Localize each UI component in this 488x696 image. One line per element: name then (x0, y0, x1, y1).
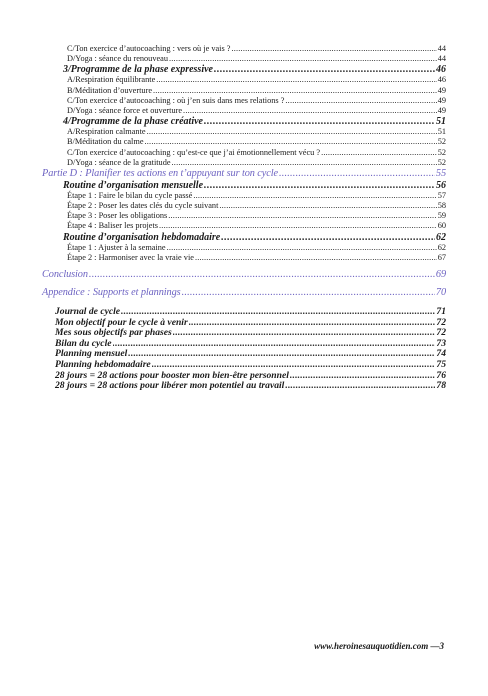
toc-section-heading-title: Routine d’organisation mensuelle (63, 179, 204, 191)
toc-subentry-title: C/Ton exercice d’autocoaching : qu’est-ce que j’ai émotionnellement vécu ? (67, 147, 321, 157)
toc-step-entry-title: Étape 2 : Poser les dates clés du cycle suivant (67, 201, 219, 211)
toc-section-heading-page-number: 51 (436, 116, 446, 128)
toc-part-heading-page-number: 55 (435, 167, 446, 179)
toc-subentry-page-number: 52 (437, 147, 446, 157)
toc-step-entry-title: Étape 4 : Baliser les projets (67, 221, 159, 231)
toc-subentry-page-number: 49 (437, 85, 446, 95)
toc-step-entry[interactable] (42, 221, 446, 231)
toc-section-heading-title: 4/Programme de la phase créative (63, 116, 203, 128)
page-footer: www.heroinesauquotidien.com —3 (314, 641, 444, 651)
toc-section-heading[interactable] (42, 180, 446, 191)
dot-leader (204, 180, 435, 191)
toc-subentry[interactable] (42, 96, 446, 106)
toc-appendix-entry-title: Planning mensuel (55, 348, 128, 360)
toc-step-entry-page-number: 57 (437, 190, 446, 200)
toc-appendix-heading-title: Appendice : Supports et plannings (42, 287, 181, 298)
dot-leader (290, 371, 436, 382)
dot-leader (219, 201, 436, 211)
dot-leader (167, 243, 437, 253)
toc-step-entry[interactable] (42, 211, 446, 221)
toc-subentry[interactable] (42, 75, 446, 85)
toc-subentry-title: D/Yoga : séance du renouveau (67, 54, 168, 64)
toc-subentry[interactable] (42, 158, 446, 168)
toc-subentry-title: C/Ton exercice d’autocoaching : vers où je vais ? (67, 44, 231, 53)
dot-leader (89, 269, 435, 281)
dot-leader (113, 339, 436, 350)
dot-leader (172, 158, 437, 168)
toc-appendix-entry-title: Journal de cycle (55, 306, 121, 317)
toc-appendix-entry-title: 28 jours = 28 actions pour libérer mon potentiel au travail (55, 380, 285, 392)
toc-appendix-entry-page-number: 76 (436, 369, 446, 381)
toc-section-routines (42, 180, 446, 263)
toc-appendix-entry-page-number: 72 (436, 316, 446, 328)
toc-subentry-page-number: 49 (437, 105, 446, 115)
toc-part-heading-title: Partie D : Planifier tes actions en t’appuyant sur ton cycle (42, 167, 278, 179)
toc-subentry-page-number: 52 (437, 157, 446, 167)
toc-section-heading[interactable] (42, 64, 446, 75)
toc-subentry-title: B/Méditation du calme (67, 137, 144, 147)
toc-section-heading-title: 3/Programme de la phase expressive (63, 64, 213, 76)
toc-step-entry-title: Étape 3 : Poser les obligations (67, 211, 168, 221)
toc-conclusion-heading[interactable] (42, 269, 446, 281)
toc-appendix (42, 287, 446, 299)
toc-subentry-page-number: 44 (437, 44, 446, 53)
toc-subentry-title: D/Yoga : séance de la gratitude (67, 157, 171, 167)
dot-leader (169, 54, 437, 64)
toc-step-entry-title: Étape 1 : Ajuster à la semaine (67, 242, 166, 252)
toc-subentry[interactable] (42, 44, 446, 54)
dot-leader (195, 253, 437, 263)
toc-appendix-entry-page-number: 78 (436, 380, 446, 392)
table-of-contents (42, 44, 446, 392)
toc-appendix-entry-title: Mes sous objectifs par phases (55, 327, 172, 339)
dot-leader (285, 96, 436, 106)
dot-leader (173, 328, 436, 339)
toc-step-entry[interactable] (42, 201, 446, 211)
dot-leader (321, 148, 437, 158)
toc-step-entry-page-number: 60 (437, 221, 446, 231)
toc-appendix-entry-page-number: 75 (436, 358, 446, 370)
toc-appendix-entry-page-number: 71 (436, 306, 446, 317)
toc-section-heading-page-number: 56 (436, 179, 446, 191)
toc-step-entry[interactable] (42, 243, 446, 253)
dot-leader (189, 318, 436, 329)
toc-subentry[interactable] (42, 137, 446, 147)
toc-appendix-heading-page-number: 70 (435, 287, 446, 298)
dot-leader (152, 360, 436, 371)
dot-leader (231, 44, 436, 54)
dot-leader (221, 232, 435, 243)
toc-appendix-entry-page-number: 74 (436, 348, 446, 360)
dot-leader (279, 168, 435, 180)
toc-step-entry-page-number: 59 (437, 211, 446, 221)
toc-section-heading-page-number: 62 (436, 231, 446, 243)
toc-subentry-page-number: 49 (437, 95, 446, 105)
toc-step-entry-title: Étape 2 : Harmoniser avec la vraie vie (67, 252, 194, 262)
toc-conclusion (42, 269, 446, 281)
toc-section-heading[interactable] (42, 232, 446, 243)
toc-subentry-page-number: 46 (437, 75, 446, 85)
toc-step-entry-page-number: 58 (437, 201, 446, 211)
toc-appendix-entry-title: Planning hebdomadaire (55, 358, 151, 370)
dot-leader (183, 106, 437, 116)
dot-leader (121, 307, 435, 318)
dot-leader (159, 221, 437, 231)
toc-appendix-entry-page-number: 72 (436, 327, 446, 339)
toc-step-entry[interactable] (42, 191, 446, 201)
toc-subentry[interactable] (42, 106, 446, 116)
toc-subentry[interactable] (42, 54, 446, 64)
toc-subentry[interactable] (42, 127, 446, 137)
dot-leader (153, 86, 437, 96)
toc-subentry-title: A/Respiration calmante (67, 127, 146, 137)
toc-step-entry-page-number: 67 (437, 252, 446, 262)
toc-appendix-entry-title: 28 jours = 28 actions pour booster mon bien-être personnel (55, 369, 289, 381)
toc-section-heading-title: Routine d’organisation hebdomadaire (63, 231, 221, 243)
toc-conclusion-heading-title: Conclusion (42, 269, 88, 280)
toc-subentry-page-number: 52 (437, 137, 446, 147)
toc-step-entry[interactable] (42, 253, 446, 263)
toc-subentry-title: D/Yoga : séance force et ouverture (67, 105, 183, 115)
toc-appendix-heading[interactable] (42, 287, 446, 299)
toc-appendix-entry-page-number: 73 (436, 337, 446, 349)
toc-appendix-entry-title: Mon objectif pour le cycle à venir (55, 316, 188, 328)
dot-leader (182, 287, 435, 299)
toc-subentry-title: B/Méditation d’ouverture (67, 85, 153, 95)
dot-leader (168, 211, 436, 221)
dot-leader (156, 75, 436, 85)
toc-step-entry-page-number: 62 (437, 242, 446, 252)
toc-part-heading[interactable] (42, 168, 446, 180)
dot-leader (214, 64, 435, 75)
toc-subentry-title: A/Respiration équilibrante (67, 75, 156, 85)
dot-leader (193, 191, 436, 201)
toc-part-d (42, 168, 446, 180)
toc-subentry-page-number: 44 (437, 54, 446, 64)
toc-appendix-entry[interactable] (42, 360, 446, 371)
toc-section-heading[interactable] (42, 116, 446, 127)
toc-step-entry-title: Étape 1 : Faire le bilan du cycle passé (67, 190, 193, 200)
toc-section-programmes (42, 44, 446, 168)
dot-leader (145, 137, 437, 147)
toc-subentry[interactable] (42, 86, 446, 96)
dot-leader (285, 381, 435, 392)
toc-section-heading-page-number: 46 (436, 64, 446, 76)
toc-appendix-entry[interactable] (42, 307, 446, 318)
toc-appendix-entry-title: Bilan du cycle (55, 337, 112, 349)
toc-subentry-title: C/Ton exercice d’autocoaching : où j’en suis dans mes relations ? (67, 95, 285, 105)
dot-leader (204, 116, 435, 127)
dot-leader (128, 349, 435, 360)
toc-subentry[interactable] (42, 148, 446, 158)
toc-conclusion-heading-page-number: 69 (435, 269, 446, 280)
toc-appendix-list (42, 307, 446, 392)
dot-leader (147, 127, 437, 137)
toc-appendix-entry[interactable] (42, 381, 446, 392)
toc-subentry-page-number: 51 (437, 127, 446, 137)
